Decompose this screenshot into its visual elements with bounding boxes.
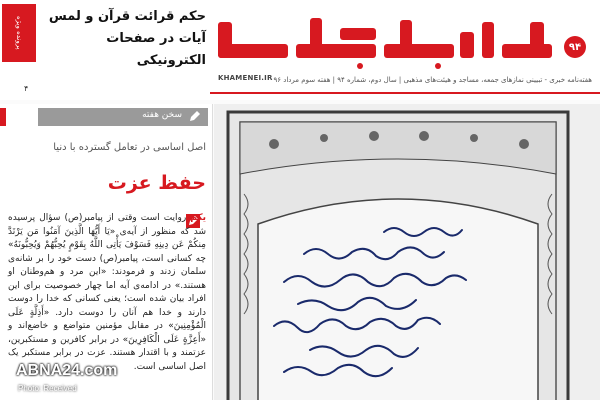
section-header — [38, 108, 208, 126]
watermark-site: ABNA24.com — [16, 362, 118, 379]
teaser-box[interactable] — [0, 0, 211, 100]
teaser-ribbon: پرونده ویژه — [2, 4, 36, 62]
watermark-credit: Photo: Received — [18, 384, 77, 393]
handwritten-note-image — [214, 104, 600, 400]
masthead-tagline: هفته‌نامه خبری - تبیینی نمازهای جمعه، مساجد و هیئت‌های مذهبی | سال دوم، شماره ۹۴ | هفته سوم مرداد ۹۶ — [273, 76, 592, 84]
section-label: سخن هفته — [142, 110, 182, 120]
watermark — [6, 362, 126, 398]
article-subtitle: اصل اساسی در تعامل گسترده با دنیا — [53, 142, 206, 153]
pen-icon — [188, 109, 202, 123]
masthead-logo — [210, 14, 560, 76]
article-paragraph: روایت است وقتی از پیامبر(ص) سؤال پرسیده شد که منظور از آیه‌ی «یَا أَیُّهَا الَّذِینَ آمَنُوا مَن یَرْتَدَّ مِنکُمْ عَن دِینِهِ فَسَوْفَ یَأْتِی اللَّهُ بِقَوْمٍ یُحِبُّهُمْ وَیُحِبُّونَهُ» چه کسانی است، پیامبر(ص) دست خود را بر شانه‌ی سلمان زدند و فرمودند: «این مرد و هم‌وطنان او هستند.» در ادامه‌ی آیه اما چهار خصوصیت برای این افراد بیان شده است؛ یعنی کسانی که خدا را دوست دارند و خدا هم آنان را دوست دارد. «أَذِلَّةٍ عَلَى الْمُؤْمِنِینَ» در مقابل مؤمنین متواضع و خاضع‌اند و «أَعِزَّةٍ عَلَى الْکَافِرِینَ» در برابر کافرین و مستکبرین، عزتمند و با اقتدار هستند. عزت در برابر مستکبر یک اصل اساسی است. — [8, 213, 206, 372]
khamenei-site-mark: KHAMENEI.IR — [218, 74, 273, 82]
masthead-divider — [210, 92, 600, 94]
article-title[interactable]: حفظ عزت — [107, 172, 206, 194]
teaser-headline[interactable]: حکم قرائت قرآن و لمس آیات در صفحات الکترونیکی — [48, 9, 206, 68]
column-edge-tab — [0, 108, 6, 126]
masthead — [210, 0, 600, 100]
issue-number-badge: ۹۴ — [564, 36, 586, 58]
handwritten-note-photo — [214, 104, 600, 400]
teaser-page-number: ۴ — [24, 84, 29, 93]
article-lead-word: یکم — [190, 213, 206, 223]
article-column — [0, 104, 213, 400]
article-body — [8, 212, 206, 374]
